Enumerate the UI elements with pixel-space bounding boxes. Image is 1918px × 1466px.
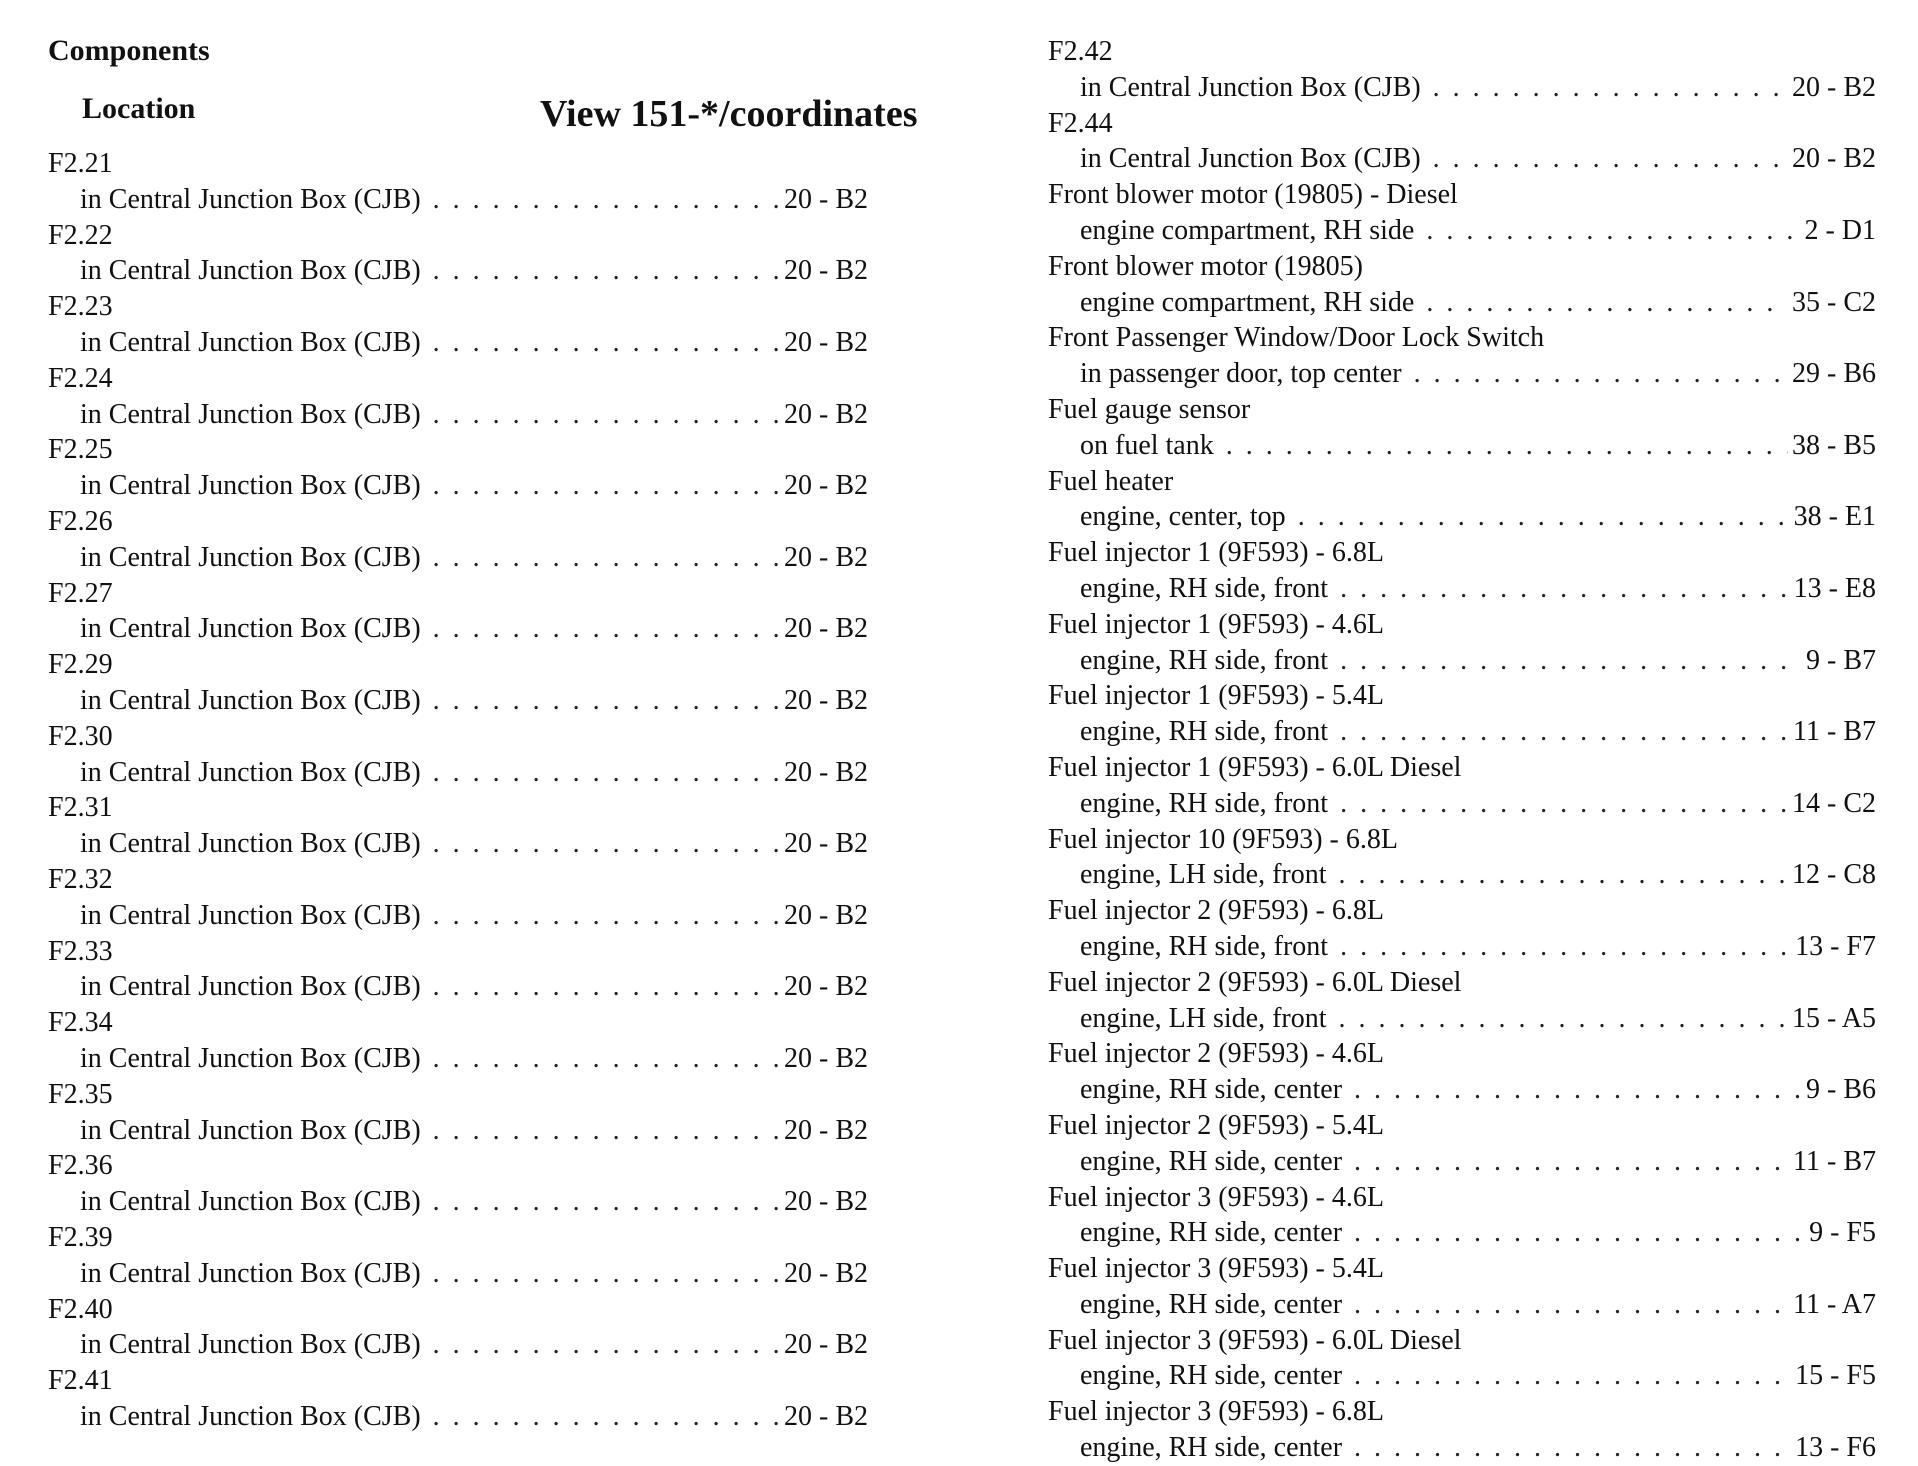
component-entry <box>1048 1180 1876 1252</box>
component-name: Fuel injector 10 (9F593) - 6.8L <box>1048 823 1398 855</box>
component-location: in Central Junction Box (CJB) <box>80 398 421 430</box>
dot-leader <box>1433 141 1788 177</box>
component-coordinates: 9 - B6 <box>1806 1074 1876 1106</box>
component-coordinates: 20 - B2 <box>784 1329 868 1361</box>
component-coordinates: 9 - B7 <box>1806 644 1876 676</box>
component-coordinates: 2 - D1 <box>1804 214 1876 246</box>
component-location-line <box>1048 857 1876 893</box>
component-name: F2.29 <box>48 649 113 681</box>
component-entry <box>48 1005 868 1077</box>
dot-leader <box>1340 571 1790 607</box>
component-entry <box>48 432 868 504</box>
component-entry <box>48 719 868 791</box>
component-coordinates: 20 - B2 <box>1792 71 1876 103</box>
component-coordinates: 20 - B2 <box>784 326 868 358</box>
component-entry <box>48 218 868 290</box>
component-location: in Central Junction Box (CJB) <box>80 183 421 215</box>
component-location-line <box>48 611 868 647</box>
component-coordinates: 15 - F5 <box>1795 1360 1876 1392</box>
component-name: F2.42 <box>1048 36 1113 67</box>
component-location-line <box>1048 1287 1876 1323</box>
component-entry <box>1048 893 1876 965</box>
dot-leader <box>433 611 780 647</box>
component-coordinates: 29 - B6 <box>1792 358 1876 390</box>
component-location-line <box>1048 929 1876 965</box>
component-coordinates: 9 - F5 <box>1809 1217 1876 1249</box>
component-location-line <box>1048 1001 1876 1037</box>
component-coordinates: 15 - A5 <box>1792 1002 1876 1034</box>
component-name: Fuel injector 2 (9F593) - 6.8L <box>1048 895 1384 927</box>
component-name: F2.39 <box>48 1221 113 1253</box>
component-location: engine, RH side, front <box>1080 930 1329 962</box>
component-location: in Central Junction Box (CJB) <box>80 756 421 788</box>
component-coordinates: 20 - B2 <box>784 828 868 860</box>
component-coordinates: 13 - F7 <box>1795 930 1876 962</box>
component-name: Fuel injector 3 (9F593) - 5.4L <box>1048 1253 1384 1285</box>
dot-leader <box>1426 213 1800 249</box>
dot-leader <box>433 1184 780 1220</box>
component-coordinates: 20 - B2 <box>784 1186 868 1218</box>
component-entry <box>1048 822 1876 894</box>
component-entry <box>1048 678 1876 750</box>
component-location-line <box>1048 285 1876 321</box>
component-location: in Central Junction Box (CJB) <box>80 255 421 287</box>
component-coordinates: 14 - C2 <box>1792 787 1876 819</box>
component-name: Fuel injector 1 (9F593) - 6.8L <box>1048 537 1384 569</box>
component-location-line <box>1048 1072 1876 1108</box>
dot-leader <box>433 253 780 289</box>
component-name: Front Passenger Window/Door Lock Switch <box>1048 322 1545 354</box>
component-entry <box>48 862 868 934</box>
component-entry <box>48 1292 868 1364</box>
component-name: Fuel injector 3 (9F593) - 6.0L Diesel <box>1048 1324 1462 1356</box>
component-name: F2.21 <box>48 148 113 179</box>
component-location: on fuel tank <box>1080 429 1214 461</box>
component-entry <box>48 790 868 862</box>
component-location-line <box>1048 499 1876 535</box>
component-location: engine, center, top <box>1080 501 1286 533</box>
component-coordinates: 20 - B2 <box>784 398 868 430</box>
dot-leader <box>433 898 780 934</box>
component-location-line <box>48 826 868 862</box>
component-name: F2.35 <box>48 1078 113 1110</box>
dot-leader <box>433 1256 780 1292</box>
component-location-line <box>48 969 868 1005</box>
component-name: Fuel injector 1 (9F593) - 5.4L <box>1048 680 1384 712</box>
component-entry <box>1048 464 1876 536</box>
component-location: engine, RH side, front <box>1080 787 1329 819</box>
component-name: F2.36 <box>48 1150 113 1182</box>
component-location: engine, RH side, front <box>1080 572 1329 604</box>
dot-leader <box>1354 1215 1805 1251</box>
component-entry <box>1048 535 1876 607</box>
component-location: in Central Junction Box (CJB) <box>1080 143 1421 175</box>
component-entry <box>1048 1394 1876 1466</box>
component-location-line <box>48 397 868 433</box>
component-location: engine, RH side, center <box>1080 1288 1343 1320</box>
component-location: in Central Junction Box (CJB) <box>80 971 421 1003</box>
component-location-line <box>48 755 868 791</box>
component-entry <box>1048 965 1876 1037</box>
component-name: Fuel injector 3 (9F593) - 6.8L <box>1048 1396 1384 1428</box>
dot-leader <box>1340 929 1791 965</box>
component-location: in Central Junction Box (CJB) <box>80 613 421 645</box>
component-name: Fuel injector 1 (9F593) - 4.6L <box>1048 608 1384 640</box>
component-location: engine, RH side, front <box>1080 644 1329 676</box>
component-location-line <box>48 1184 868 1220</box>
component-location-line <box>1048 213 1876 249</box>
component-name: Fuel injector 2 (9F593) - 6.0L Diesel <box>1048 966 1462 998</box>
component-location-line <box>1048 1144 1876 1180</box>
component-location-line <box>48 1399 868 1435</box>
component-location: in passenger door, top center <box>1080 358 1402 390</box>
component-location-line <box>48 1041 868 1077</box>
component-location-line <box>1048 643 1876 679</box>
component-entry <box>1048 392 1876 464</box>
dot-leader <box>433 540 780 576</box>
component-location-line <box>48 325 868 361</box>
dot-leader <box>1354 1072 1802 1108</box>
dot-leader <box>433 755 780 791</box>
component-entry <box>1048 607 1876 679</box>
component-coordinates: 13 - F6 <box>1795 1432 1876 1464</box>
component-entry <box>1048 1323 1876 1395</box>
component-coordinates: 11 - B7 <box>1793 716 1876 748</box>
component-location-line <box>48 1256 868 1292</box>
component-location: engine, LH side, front <box>1080 859 1327 891</box>
component-location: engine, RH side, front <box>1080 716 1329 748</box>
dot-leader <box>1354 1358 1791 1394</box>
component-location: engine, LH side, front <box>1080 1002 1327 1034</box>
component-location: engine, RH side, center <box>1080 1360 1343 1392</box>
dot-leader <box>1414 356 1788 392</box>
component-location-line <box>48 898 868 934</box>
component-name: Front blower motor (19805) <box>1048 250 1363 282</box>
component-name: Fuel gauge sensor <box>1048 393 1251 425</box>
dot-leader <box>1354 1144 1789 1180</box>
component-name: F2.22 <box>48 219 113 251</box>
component-name: F2.27 <box>48 577 113 609</box>
component-location-line <box>1048 1430 1876 1466</box>
left-column <box>48 146 868 1435</box>
component-location: engine, RH side, center <box>1080 1074 1343 1106</box>
component-location: in Central Junction Box (CJB) <box>80 1042 421 1074</box>
dot-leader <box>433 969 780 1005</box>
page-header-title: Components <box>48 34 210 67</box>
component-name: Front blower motor (19805) - Diesel <box>1048 179 1458 211</box>
component-location-line <box>1048 141 1876 177</box>
dot-leader <box>1433 70 1788 106</box>
component-coordinates: 20 - B2 <box>784 255 868 287</box>
component-entry <box>48 576 868 648</box>
component-location-line <box>1048 356 1876 392</box>
component-location: engine, RH side, center <box>1080 1217 1343 1249</box>
component-coordinates: 20 - B2 <box>1792 143 1876 175</box>
component-location-line <box>1048 1215 1876 1251</box>
component-location: engine compartment, RH side <box>1080 214 1415 246</box>
component-location: in Central Junction Box (CJB) <box>80 1257 421 1289</box>
component-location: in Central Junction Box (CJB) <box>80 899 421 931</box>
component-name: F2.40 <box>48 1293 113 1325</box>
component-coordinates: 20 - B2 <box>784 971 868 1003</box>
dot-leader <box>1339 1001 1789 1037</box>
component-name: F2.31 <box>48 792 113 824</box>
component-name: Fuel injector 2 (9F593) - 4.6L <box>1048 1038 1384 1070</box>
component-name: F2.32 <box>48 863 113 895</box>
dot-leader <box>433 1041 780 1077</box>
dot-leader <box>1340 714 1789 750</box>
component-coordinates: 20 - B2 <box>784 1257 868 1289</box>
location-column-heading: Location <box>82 92 196 125</box>
dot-leader <box>433 683 780 719</box>
dot-leader <box>1340 786 1788 822</box>
component-location-line <box>48 683 868 719</box>
component-location: engine compartment, RH side <box>1080 286 1415 318</box>
component-location: in Central Junction Box (CJB) <box>80 1400 421 1432</box>
component-entry <box>48 289 868 361</box>
component-entry <box>48 1148 868 1220</box>
component-entry <box>1048 750 1876 822</box>
component-name: Fuel injector 2 (9F593) - 5.4L <box>1048 1109 1384 1141</box>
component-location-line <box>48 1327 868 1363</box>
component-coordinates: 20 - B2 <box>784 541 868 573</box>
view-coordinates-column-heading: View 151-*/coordinates <box>540 93 918 135</box>
dot-leader <box>1426 285 1788 321</box>
component-entry <box>48 647 868 719</box>
component-coordinates: 20 - B2 <box>784 756 868 788</box>
component-location: in Central Junction Box (CJB) <box>1080 71 1421 103</box>
component-coordinates: 12 - C8 <box>1792 859 1876 891</box>
component-coordinates: 20 - B2 <box>784 684 868 716</box>
component-coordinates: 20 - B2 <box>784 1400 868 1432</box>
component-name: F2.26 <box>48 505 113 537</box>
component-name: F2.25 <box>48 434 113 466</box>
component-location-line <box>1048 714 1876 750</box>
component-entry <box>48 934 868 1006</box>
component-name: F2.24 <box>48 362 113 394</box>
dot-leader <box>433 182 780 218</box>
component-coordinates: 20 - B2 <box>784 470 868 502</box>
component-location: in Central Junction Box (CJB) <box>80 326 421 358</box>
component-entry <box>48 1077 868 1149</box>
component-name: F2.30 <box>48 720 113 752</box>
component-entry <box>1048 106 1876 178</box>
dot-leader <box>433 1327 780 1363</box>
component-location: in Central Junction Box (CJB) <box>80 541 421 573</box>
component-location-line <box>1048 786 1876 822</box>
component-location: in Central Junction Box (CJB) <box>80 828 421 860</box>
component-name: Fuel heater <box>1048 465 1174 497</box>
component-coordinates: 20 - B2 <box>784 1042 868 1074</box>
dot-leader <box>433 468 780 504</box>
component-name: F2.41 <box>48 1365 113 1397</box>
component-entry <box>1048 249 1876 321</box>
component-location: engine, RH side, center <box>1080 1145 1343 1177</box>
component-location: in Central Junction Box (CJB) <box>80 1186 421 1218</box>
component-location: in Central Junction Box (CJB) <box>80 1114 421 1146</box>
component-coordinates: 20 - B2 <box>784 613 868 645</box>
component-coordinates: 11 - A7 <box>1793 1288 1876 1320</box>
component-name: F2.33 <box>48 935 113 967</box>
component-location-line <box>1048 1358 1876 1394</box>
component-location: engine, RH side, center <box>1080 1432 1343 1464</box>
component-location-line <box>48 1113 868 1149</box>
component-coordinates: 20 - B2 <box>784 899 868 931</box>
component-location-line <box>1048 428 1876 464</box>
dot-leader <box>433 397 780 433</box>
component-entry <box>1048 1036 1876 1108</box>
component-location: in Central Junction Box (CJB) <box>80 684 421 716</box>
component-entry <box>1048 34 1876 106</box>
dot-leader <box>1298 499 1790 535</box>
component-location-line <box>48 253 868 289</box>
component-location: in Central Junction Box (CJB) <box>80 1329 421 1361</box>
dot-leader <box>1354 1430 1791 1466</box>
dot-leader <box>433 1399 780 1435</box>
component-entry <box>48 146 868 218</box>
component-coordinates: 13 - E8 <box>1793 572 1876 604</box>
dot-leader <box>433 826 780 862</box>
component-name: F2.34 <box>48 1007 113 1039</box>
component-coordinates: 20 - B2 <box>784 183 868 215</box>
component-name: F2.23 <box>48 291 113 323</box>
component-coordinates: 20 - B2 <box>784 1114 868 1146</box>
component-coordinates: 38 - B5 <box>1792 429 1876 461</box>
component-name: F2.44 <box>1048 107 1113 139</box>
component-entry <box>1048 1251 1876 1323</box>
component-location-line <box>1048 571 1876 607</box>
component-entry <box>1048 177 1876 249</box>
component-entry <box>1048 1108 1876 1180</box>
dot-leader <box>1340 643 1802 679</box>
component-entry <box>48 361 868 433</box>
component-entry <box>1048 320 1876 392</box>
component-coordinates: 38 - E1 <box>1793 501 1876 533</box>
component-entry <box>48 504 868 576</box>
component-location-line <box>48 468 868 504</box>
dot-leader <box>1339 857 1789 893</box>
component-entry <box>48 1220 868 1292</box>
component-location-line <box>48 182 868 218</box>
component-coordinates: 11 - B7 <box>1793 1145 1876 1177</box>
component-location-line <box>1048 70 1876 106</box>
dot-leader <box>1354 1287 1789 1323</box>
component-coordinates: 35 - C2 <box>1792 286 1876 318</box>
dot-leader <box>433 325 780 361</box>
dot-leader <box>1226 428 1788 464</box>
component-name: Fuel injector 1 (9F593) - 6.0L Diesel <box>1048 751 1462 783</box>
component-location: in Central Junction Box (CJB) <box>80 470 421 502</box>
component-location-line <box>48 540 868 576</box>
right-column <box>1048 34 1876 1466</box>
component-entry <box>48 1363 868 1435</box>
dot-leader <box>433 1113 780 1149</box>
component-name: Fuel injector 3 (9F593) - 4.6L <box>1048 1181 1384 1213</box>
